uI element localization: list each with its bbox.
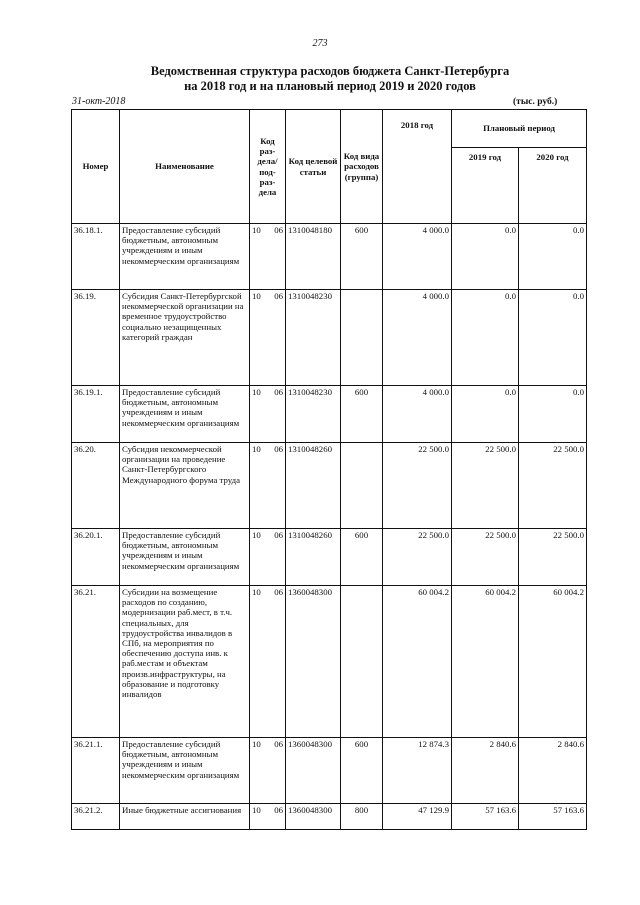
header-vid: Код вида расходов (группа) xyxy=(341,110,383,224)
header-number: Номер xyxy=(72,110,120,224)
row-target-code: 1310048180 xyxy=(286,224,341,290)
row-name: Предоставление субсидий бюджетным, автономным учреждениям и иным некоммерческим организациям xyxy=(120,529,250,586)
header-row xyxy=(72,110,587,148)
row-amount-2018: 22 500.0 xyxy=(383,529,452,586)
header-2018: 2018 год xyxy=(383,110,452,224)
table-row xyxy=(72,224,587,290)
row-number: 36.21.2. xyxy=(72,804,120,830)
row-amount-2018: 60 004.2 xyxy=(383,586,452,738)
page-number: 273 xyxy=(312,38,328,49)
table-row xyxy=(72,738,587,804)
title-line-2: на 2018 год и на плановый период 2019 и 2020 годов xyxy=(184,79,476,93)
header-target: Код целевой статьи xyxy=(286,110,341,224)
header-razdel: Код раз- дела/ под- раз- дела xyxy=(250,110,286,224)
row-section-code xyxy=(250,290,286,386)
budget-table xyxy=(71,109,587,830)
row-amount-2018: 12 874.3 xyxy=(383,738,452,804)
row-podrazdel: 06 xyxy=(274,530,283,540)
row-amount-2019: 0.0 xyxy=(452,224,519,290)
row-vid-code xyxy=(341,290,383,386)
row-target-code: 1310048230 xyxy=(286,386,341,443)
row-target-code: 1310048230 xyxy=(286,290,341,386)
row-vid-code: 600 xyxy=(341,224,383,290)
row-section-code xyxy=(250,738,286,804)
row-number: 36.20.1. xyxy=(72,529,120,586)
row-amount-2018: 4 000.0 xyxy=(383,290,452,386)
row-razdel: 10 xyxy=(252,387,261,397)
row-number: 36.19.1. xyxy=(72,386,120,443)
row-vid-code: 600 xyxy=(341,529,383,586)
table-row xyxy=(72,443,587,529)
row-amount-2019: 22 500.0 xyxy=(452,529,519,586)
row-amount-2018: 22 500.0 xyxy=(383,443,452,529)
row-amount-2019: 57 163.6 xyxy=(452,804,519,830)
row-number: 36.18.1. xyxy=(72,224,120,290)
row-amount-2019: 22 500.0 xyxy=(452,443,519,529)
header-2019: 2019 год xyxy=(452,148,519,224)
title-line-1: Ведомственная структура расходов бюджета Санкт-Петербурга xyxy=(150,64,510,78)
units-label: (тыс. руб.) xyxy=(513,97,558,107)
row-amount-2020: 0.0 xyxy=(519,224,587,290)
row-target-code: 1310048260 xyxy=(286,529,341,586)
row-amount-2020: 0.0 xyxy=(519,290,587,386)
row-name: Субсидии на возмещение расходов по созданию, модернизации раб.мест, в т.ч. специальных, для трудоустройства инвалидов в СПб, на мероприятия по обеспечению доступа инв. к раб.местам и объектам произв.инфраструктуры, на образование и подготовку инвалидов xyxy=(120,586,250,738)
row-amount-2020: 22 500.0 xyxy=(519,443,587,529)
row-name: Субсидия некоммерческой организации на проведение Санкт-Петербургского Международного форума труда xyxy=(120,443,250,529)
row-target-code: 1310048260 xyxy=(286,443,341,529)
row-podrazdel: 06 xyxy=(274,225,283,235)
row-name: Предоставление субсидий бюджетным, автономным учреждениям и иным некоммерческим организациям xyxy=(120,386,250,443)
row-name: Иные бюджетные ассигнования xyxy=(120,804,250,830)
row-target-code: 1360048300 xyxy=(286,586,341,738)
row-number: 36.21. xyxy=(72,586,120,738)
row-razdel: 10 xyxy=(252,739,261,749)
row-podrazdel: 06 xyxy=(274,587,283,597)
row-amount-2018: 4 000.0 xyxy=(383,386,452,443)
row-razdel: 10 xyxy=(252,587,261,597)
table-body xyxy=(72,224,587,830)
row-podrazdel: 06 xyxy=(274,387,283,397)
row-razdel: 10 xyxy=(252,291,261,301)
row-razdel: 10 xyxy=(252,444,261,454)
row-name: Предоставление субсидий бюджетным, автономным учреждениям и иным некоммерческим организациям xyxy=(120,738,250,804)
row-section-code xyxy=(250,804,286,830)
row-podrazdel: 06 xyxy=(274,291,283,301)
document-title xyxy=(70,64,590,94)
row-amount-2020: 57 163.6 xyxy=(519,804,587,830)
table-row xyxy=(72,804,587,830)
row-name: Предоставление субсидий бюджетным, автономным учреждениям и иным некоммерческим организациям xyxy=(120,224,250,290)
row-amount-2019: 2 840.6 xyxy=(452,738,519,804)
row-section-code xyxy=(250,224,286,290)
row-vid-code: 600 xyxy=(341,738,383,804)
row-number: 36.19. xyxy=(72,290,120,386)
row-razdel: 10 xyxy=(252,805,261,815)
row-vid-code: 600 xyxy=(341,386,383,443)
table-row xyxy=(72,290,587,386)
row-number: 36.21.1. xyxy=(72,738,120,804)
row-podrazdel: 06 xyxy=(274,739,283,749)
row-target-code: 1360048300 xyxy=(286,804,341,830)
table-row xyxy=(72,586,587,738)
row-amount-2020: 22 500.0 xyxy=(519,529,587,586)
row-amount-2018: 4 000.0 xyxy=(383,224,452,290)
row-section-code xyxy=(250,443,286,529)
header-2020: 2020 год xyxy=(519,148,587,224)
header-name: Наименование xyxy=(120,110,250,224)
row-amount-2018: 47 129.9 xyxy=(383,804,452,830)
row-section-code xyxy=(250,529,286,586)
row-vid-code xyxy=(341,586,383,738)
row-vid-code: 800 xyxy=(341,804,383,830)
row-razdel: 10 xyxy=(252,530,261,540)
row-section-code xyxy=(250,586,286,738)
row-name: Субсидия Санкт-Петербургской некоммерческой организации на временное трудоустройство социально незащищенных категорий граждан xyxy=(120,290,250,386)
row-section-code xyxy=(250,386,286,443)
row-vid-code xyxy=(341,443,383,529)
row-podrazdel: 06 xyxy=(274,444,283,454)
document-date: 31-окт-2018 xyxy=(72,96,126,107)
row-amount-2019: 60 004.2 xyxy=(452,586,519,738)
table-row xyxy=(72,386,587,443)
header-plan-period: Плановый период xyxy=(452,110,587,148)
row-amount-2020: 60 004.2 xyxy=(519,586,587,738)
row-target-code: 1360048300 xyxy=(286,738,341,804)
row-amount-2020: 2 840.6 xyxy=(519,738,587,804)
row-number: 36.20. xyxy=(72,443,120,529)
row-podrazdel: 06 xyxy=(274,805,283,815)
row-amount-2020: 0.0 xyxy=(519,386,587,443)
row-amount-2019: 0.0 xyxy=(452,386,519,443)
table-row xyxy=(72,529,587,586)
row-amount-2019: 0.0 xyxy=(452,290,519,386)
row-razdel: 10 xyxy=(252,225,261,235)
